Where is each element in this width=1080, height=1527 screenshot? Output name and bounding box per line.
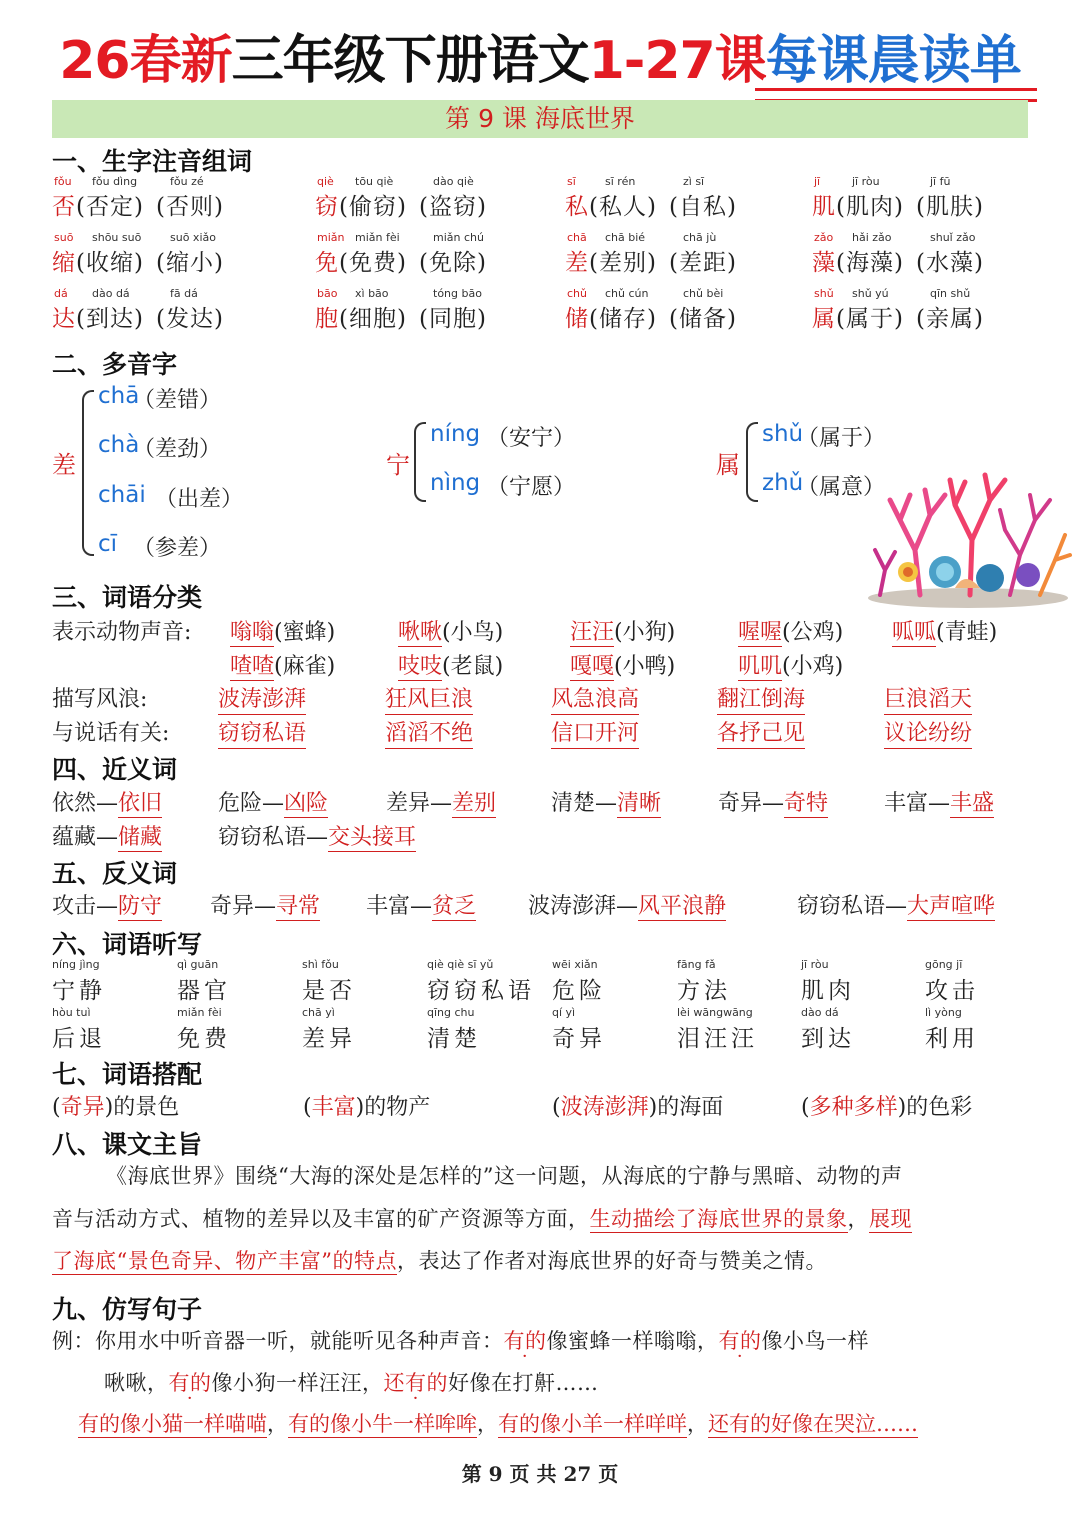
char: 胞 (315, 306, 339, 332)
dictation-word: 危险 (552, 978, 606, 1004)
sound-source: (小鸭) (614, 654, 676, 679)
answer-part: 还有的好像在哭泣…… (708, 1412, 918, 1436)
sound-source: (小狗) (614, 620, 676, 645)
word-pinyin: sī rén (605, 175, 636, 188)
talk-word: 议论纷纷 (884, 716, 972, 749)
example-text: 例：你用水中听音器一听，就能听见各种声音： (52, 1329, 504, 1353)
wave-word: 风急浪高 (551, 682, 639, 715)
char-pinyin: bāo (317, 287, 338, 300)
collocation-answer: 波涛澎湃 (560, 1095, 649, 1120)
wave-label: 描写风浪: (52, 687, 148, 712)
synonym-word: 危险— (218, 791, 285, 816)
title-part-3: 1-27课 (588, 31, 766, 91)
dictation-pinyin: wēi xiǎn (552, 958, 598, 971)
word-pinyin: chǔ bèi (683, 287, 724, 300)
coral-reef-illustration (860, 460, 1075, 610)
dictation-pinyin: hòu tuì (52, 1006, 91, 1019)
example-text: 像小鸟一样 (761, 1329, 869, 1353)
synonym-pair (551, 786, 661, 817)
theme-text: 音与活动方式、植物的差异以及丰富的矿产资源等方面， (52, 1207, 590, 1231)
sound-item (892, 615, 997, 646)
wave-word: 巨浪滔天 (884, 682, 972, 715)
word: (缩小) (156, 250, 224, 276)
sound-word: 喳喳 (230, 654, 275, 679)
collocation-noun: )的海面 (648, 1095, 724, 1120)
title-part-1: 26春新 (59, 31, 232, 91)
synonym-pair (218, 820, 416, 851)
polyphone-word: （出差） (155, 487, 244, 512)
char: 达 (52, 306, 76, 332)
polyphone-pinyin: chāi (98, 482, 146, 508)
sound-source: (蜜蜂) (274, 620, 336, 645)
char: 储 (565, 306, 589, 332)
word: (否定) (76, 194, 144, 220)
char-pinyin: chǔ (567, 287, 587, 300)
dictation-pinyin: shì fǒu (302, 958, 339, 971)
theme-line-2 (52, 1203, 912, 1233)
synonym-answer: 清晰 (617, 791, 662, 816)
dictation-pinyin: lì yòng (925, 1006, 962, 1019)
dictation-pinyin: qīng chu (427, 1006, 475, 1019)
paren: ( (52, 1095, 61, 1120)
brace (414, 422, 426, 502)
polyphone-pinyin: zhǔ (762, 470, 804, 496)
synonym-word: 差异— (386, 791, 453, 816)
char: 藻 (812, 250, 836, 276)
char: 私 (565, 194, 589, 220)
sound-word: 啾啾 (398, 620, 443, 645)
sound-item (570, 615, 675, 646)
talk-word: 信口开河 (551, 716, 639, 749)
word: (免除) (419, 250, 487, 276)
collocation-item (303, 1090, 430, 1121)
dictation-word: 差异 (302, 1026, 356, 1052)
sound-word: 吱吱 (398, 654, 443, 679)
sound-item (738, 615, 843, 646)
synonym-word: 清楚— (551, 791, 618, 816)
section-2-heading: 二、多音字 (52, 350, 178, 379)
sound-source: (公鸡) (782, 620, 844, 645)
talk-word: 窃窃私语 (218, 716, 306, 749)
dictation-word: 攻击 (925, 978, 979, 1004)
title-part-2: 三年级下册语文 (231, 31, 589, 91)
word: (盗窃) (419, 194, 487, 220)
section-8-heading: 八、课文主旨 (52, 1130, 203, 1159)
word: (免费) (339, 250, 407, 276)
dictation-word: 利用 (925, 1026, 979, 1052)
wave-word: 狂风巨浪 (385, 682, 473, 715)
collocation-item (552, 1090, 723, 1121)
char-pinyin: fǒu (54, 175, 72, 188)
example-text: 像蜜蜂一样嗡嗡， (546, 1329, 719, 1353)
word: (差别) (589, 250, 657, 276)
char-pinyin: dá (54, 287, 68, 300)
sound-source: (青蛙) (936, 620, 998, 645)
dictation-pinyin: fāng fǎ (677, 958, 716, 971)
word: (到达) (76, 306, 144, 332)
polyphone-word: （差错） (133, 388, 222, 413)
example-text: 像小狗一样汪汪， (211, 1371, 384, 1395)
example-marker: 有的 (718, 1329, 762, 1353)
dictation-word: 是否 (302, 978, 356, 1004)
polyphone-char-shu: 属 (716, 451, 741, 479)
char: 免 (315, 250, 339, 276)
antonym-pair (366, 889, 476, 920)
antonym-answer: 贫乏 (432, 894, 477, 919)
sound-word: 嘎嘎 (570, 654, 615, 679)
talk-label: 与说话有关: (52, 721, 170, 746)
word: (收缩) (76, 250, 144, 276)
synonym-answer: 差别 (452, 791, 497, 816)
synonym-word: 丰富— (884, 791, 951, 816)
sound-word: 叽叽 (738, 654, 783, 679)
antonym-word: 攻击— (52, 894, 119, 919)
char-pinyin: sī (567, 175, 576, 188)
polyphone-word: （属于） (797, 426, 886, 451)
synonym-word: 窃窃私语— (218, 825, 329, 850)
antonym-pair (210, 889, 320, 920)
theme-highlight: 了海底“景色奇异、物产丰富”的特点 (52, 1249, 397, 1273)
char: 肌 (812, 194, 836, 220)
word-pinyin: dào dá (92, 287, 130, 300)
polyphone-pinyin: shǔ (762, 421, 804, 447)
char: 窃 (315, 194, 339, 220)
wave-word: 翻江倒海 (717, 682, 805, 715)
word: (肌肤) (916, 194, 984, 220)
synonym-pair (218, 786, 328, 817)
word-pinyin: dào qiè (433, 175, 474, 188)
example-marker: 有的 (503, 1329, 547, 1353)
word: (自私) (669, 194, 737, 220)
char-pinyin: jī (814, 175, 821, 188)
theme-line-3 (52, 1245, 827, 1275)
theme-text: ， (847, 1207, 869, 1231)
synonym-word: 依然— (52, 791, 119, 816)
dictation-word: 泪汪汪 (677, 1026, 758, 1052)
polyphone-word: （差劲） (133, 437, 222, 462)
antonym-pair (797, 889, 995, 920)
word-pinyin: jī fū (930, 175, 951, 188)
dictation-word: 后退 (52, 1026, 106, 1052)
section-7-heading: 七、词语搭配 (52, 1060, 203, 1089)
antonym-answer: 寻常 (276, 894, 321, 919)
word-pinyin: hǎi zǎo (852, 231, 892, 244)
dictation-word: 窃窃私语 (427, 978, 535, 1004)
synonym-pair (884, 786, 994, 817)
antonym-word: 波涛澎湃— (528, 894, 639, 919)
word-pinyin: fā dá (170, 287, 198, 300)
sound-item (738, 649, 843, 680)
synonym-answer: 交头接耳 (328, 825, 417, 850)
word-pinyin: tóng bāo (433, 287, 482, 300)
char: 否 (52, 194, 76, 220)
dictation-pinyin: qí yì (552, 1006, 576, 1019)
char: 属 (812, 306, 836, 332)
antonym-word: 窃窃私语— (797, 894, 908, 919)
sound-item (230, 615, 335, 646)
word-pinyin: fǒu zé (170, 175, 204, 188)
char-pinyin: chā (567, 231, 587, 244)
dictation-pinyin: lèi wāngwāng (677, 1006, 753, 1019)
collocation-noun: )的色彩 (897, 1095, 973, 1120)
synonym-answer: 丰盛 (950, 791, 995, 816)
paren: ( (303, 1095, 312, 1120)
sound-word: 汪汪 (570, 620, 615, 645)
polyphone-word: （参差） (133, 536, 222, 561)
word: (储存) (589, 306, 657, 332)
sound-source: (老鼠) (442, 654, 504, 679)
dictation-pinyin: qiè qiè sī yǔ (427, 958, 494, 971)
synonym-answer: 储藏 (118, 825, 163, 850)
antonym-pair (52, 889, 162, 920)
word: (海藻) (836, 250, 904, 276)
sound-item (398, 649, 503, 680)
sound-word: 喔喔 (738, 620, 783, 645)
sound-item (398, 615, 503, 646)
section-4-heading: 四、近义词 (52, 755, 178, 784)
word: (亲属) (916, 306, 984, 332)
word-pinyin: tōu qiè (355, 175, 394, 188)
polyphone-word: （宁愿） (487, 475, 576, 500)
synonym-pair (718, 786, 828, 817)
collocation-item (52, 1090, 179, 1121)
collocation-answer: 奇异 (60, 1095, 105, 1120)
paren: ( (552, 1095, 561, 1120)
example-text: 好像在打鼾…… (448, 1371, 599, 1395)
word-pinyin: chā jù (683, 231, 717, 244)
example-line-2 (104, 1367, 599, 1397)
section-5-heading: 五、反义词 (52, 859, 178, 888)
char: 差 (565, 250, 589, 276)
section-1-heading: 一、生字注音组词 (52, 147, 253, 176)
dictation-word: 方法 (677, 978, 731, 1004)
theme-text: ，表达了作者对海底世界的好奇与赞美之情。 (396, 1249, 827, 1273)
example-line-1 (52, 1325, 869, 1355)
polyphone-pinyin: chā (98, 383, 140, 409)
word-pinyin: jī ròu (852, 175, 880, 188)
char: 缩 (52, 250, 76, 276)
char-pinyin: shǔ (814, 287, 834, 300)
collocation-noun: )的景色 (104, 1095, 180, 1120)
theme-highlight: 生动描绘了海底世界的景象 (589, 1207, 848, 1231)
sound-source: (小鸟) (442, 620, 504, 645)
char-pinyin: qiè (317, 175, 334, 188)
brace (746, 422, 758, 502)
char-pinyin: suō (54, 231, 74, 244)
dictation-pinyin: dào dá (801, 1006, 839, 1019)
word: (肌肉) (836, 194, 904, 220)
wave-word: 波涛澎湃 (218, 682, 306, 715)
brace (82, 390, 94, 556)
answer-sep: ， (267, 1412, 288, 1436)
synonym-pair (386, 786, 496, 817)
word-pinyin: fǒu dìng (92, 175, 138, 188)
sound-label: 表示动物声音: (52, 620, 192, 645)
polyphone-pinyin: nìng (430, 470, 481, 496)
synonym-pair (52, 786, 162, 817)
word: (水藻) (916, 250, 984, 276)
word: (发达) (156, 306, 224, 332)
dictation-pinyin: qì guān (177, 958, 219, 971)
lesson-banner: 第 9 课 海底世界 (52, 100, 1028, 138)
word-pinyin: chā bié (605, 231, 646, 244)
word-pinyin: chǔ cún (605, 287, 649, 300)
title-part-4: 每课晨读单 (765, 31, 1021, 91)
word-pinyin: miǎn fèi (355, 231, 400, 244)
answer-part: 有的像小牛一样哞哞 (288, 1412, 477, 1436)
collocation-answer: 丰富 (311, 1095, 356, 1120)
theme-highlight: 展现 (869, 1207, 912, 1231)
word: (偷窃) (339, 194, 407, 220)
word-pinyin: shǔ yú (852, 287, 889, 300)
word: (储备) (669, 306, 737, 332)
dictation-word: 器官 (177, 978, 231, 1004)
talk-word: 各抒己见 (717, 716, 805, 749)
antonym-word: 奇异— (210, 894, 277, 919)
answer-part: 有的像小猫一样喵喵 (78, 1412, 267, 1436)
word: (私人) (589, 194, 657, 220)
antonym-pair (528, 889, 726, 920)
dictation-word: 免费 (177, 1026, 231, 1052)
collocation-answer: 多种多样 (809, 1095, 898, 1120)
word-pinyin: qīn shǔ (930, 287, 971, 300)
synonym-answer: 奇特 (784, 791, 829, 816)
page-title (0, 18, 1080, 93)
section-3-heading: 三、词语分类 (52, 583, 203, 612)
dictation-word: 到达 (801, 1026, 855, 1052)
char-pinyin: zǎo (814, 231, 834, 244)
section-6-heading: 六、词语听写 (52, 930, 203, 959)
sound-source: (小鸡) (782, 654, 844, 679)
synonym-word: 蕴藏— (52, 825, 119, 850)
synonym-word: 奇异— (718, 791, 785, 816)
paren: ( (801, 1095, 810, 1120)
antonym-word: 丰富— (366, 894, 433, 919)
synonym-pair (52, 820, 162, 851)
example-marker: 还有的 (383, 1371, 448, 1395)
synonym-answer: 凶险 (284, 791, 329, 816)
word: (属于) (836, 306, 904, 332)
antonym-answer: 防守 (118, 894, 163, 919)
answer-part: 有的像小羊一样咩咩 (498, 1412, 687, 1436)
word: (同胞) (419, 306, 487, 332)
answer-sep: ， (477, 1412, 498, 1436)
dictation-pinyin: chā yì (302, 1006, 335, 1019)
word-pinyin: shuǐ zǎo (930, 231, 976, 244)
example-marker: 有的 (168, 1371, 212, 1395)
polyphone-pinyin: cī (98, 531, 118, 557)
word: (差距) (669, 250, 737, 276)
dictation-pinyin: jī ròu (801, 958, 829, 971)
dictation-word: 宁静 (52, 978, 106, 1004)
dictation-pinyin: gōng jī (925, 958, 963, 971)
sound-source: (麻雀) (274, 654, 336, 679)
polyphone-char-ning: 宁 (386, 451, 411, 479)
theme-line-1: 《海底世界》围绕“大海的深处是怎样的”这一问题，从海底的宁静与黑暗、动物的声 (106, 1164, 903, 1188)
collocation-noun: )的物产 (355, 1095, 431, 1120)
dictation-pinyin: miǎn fèi (177, 1006, 222, 1019)
sound-word: 嗡嗡 (230, 620, 275, 645)
collocation-item (801, 1090, 972, 1121)
sound-word: 呱呱 (892, 620, 937, 645)
antonym-answer: 风平浪静 (638, 894, 727, 919)
polyphone-pinyin: chà (98, 432, 140, 458)
sound-item (570, 649, 675, 680)
polyphone-char-cha: 差 (52, 451, 77, 479)
word-pinyin: suō xiǎo (170, 231, 216, 244)
dictation-pinyin: níng jìng (52, 958, 100, 971)
word-pinyin: shōu suō (92, 231, 142, 244)
page-footer: 第 9 页 共 27 页 (461, 1462, 619, 1486)
word-pinyin: zì sī (683, 175, 705, 188)
polyphone-word: （安宁） (487, 426, 576, 451)
word-pinyin: xì bāo (355, 287, 389, 300)
dictation-word: 奇异 (552, 1026, 606, 1052)
example-text: 啾啾， (104, 1371, 169, 1395)
dictation-word: 清楚 (427, 1026, 481, 1052)
word: (否则) (156, 194, 224, 220)
antonym-answer: 大声喧哗 (907, 894, 996, 919)
char-pinyin: miǎn (317, 231, 345, 244)
polyphone-pinyin: níng (430, 421, 481, 447)
section-9-heading: 九、仿写句子 (52, 1295, 203, 1324)
polyphone-word: （属意） (797, 475, 886, 500)
talk-word: 滔滔不绝 (385, 716, 473, 749)
answer-sep: ， (687, 1412, 708, 1436)
word: (细胞) (339, 306, 407, 332)
word-pinyin: miǎn chú (433, 231, 484, 244)
sound-item (230, 649, 335, 680)
dictation-word: 肌肉 (801, 978, 855, 1004)
answer-line (78, 1408, 918, 1438)
synonym-answer: 依旧 (118, 791, 163, 816)
